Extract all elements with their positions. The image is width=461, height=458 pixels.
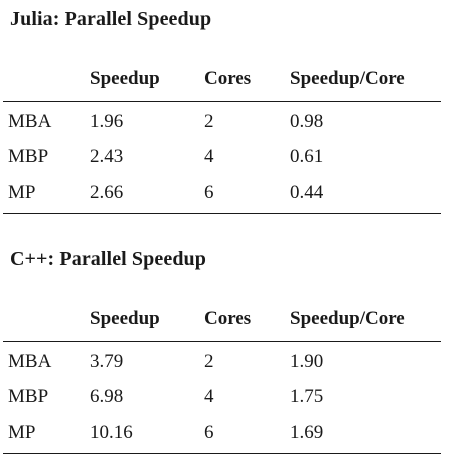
table-row [0, 351, 445, 381]
row-label: MBA [8, 111, 52, 132]
column-header-cores: Cores [204, 308, 252, 329]
column-headers [0, 308, 445, 334]
speedup-value: 2.66 [90, 182, 124, 203]
speedup-value: 1.96 [90, 111, 124, 132]
bottom-rule [3, 213, 441, 214]
speedup-value: 3.79 [90, 351, 124, 372]
column-header-cores: Cores [204, 68, 252, 89]
speedup-value: 6.98 [90, 386, 124, 407]
row-label: MP [8, 422, 36, 443]
table-title: C++: Parallel Speedup [10, 248, 207, 270]
speedup-per-core-value: 1.90 [290, 351, 324, 372]
speedup-per-core-value: 1.75 [290, 386, 324, 407]
header-rule [3, 101, 441, 102]
table-row [0, 146, 445, 176]
speedup-per-core-value: 0.98 [290, 111, 324, 132]
cores-value: 4 [204, 146, 214, 167]
row-label: MBP [8, 146, 49, 167]
row-label: MBA [8, 351, 52, 372]
row-label: MBP [8, 386, 49, 407]
column-headers [0, 68, 445, 94]
speedup-value: 2.43 [90, 146, 124, 167]
speedup-value: 10.16 [90, 422, 133, 443]
cores-value: 2 [204, 111, 214, 132]
table-title: Julia: Parallel Speedup [10, 8, 212, 30]
cores-value: 6 [204, 422, 214, 443]
column-header-speedup-per-core: Speedup/Core [290, 308, 405, 329]
speedup-per-core-value: 0.61 [290, 146, 324, 167]
cores-value: 6 [204, 182, 214, 203]
table-row [0, 386, 445, 416]
column-header-speedup-per-core: Speedup/Core [290, 68, 405, 89]
speedup-per-core-value: 0.44 [290, 182, 324, 203]
speedup-per-core-value: 1.69 [290, 422, 324, 443]
table-row [0, 422, 445, 452]
bottom-rule [3, 453, 441, 454]
row-label: MP [8, 182, 36, 203]
column-header-speedup: Speedup [90, 308, 160, 329]
column-header-speedup: Speedup [90, 68, 160, 89]
header-rule [3, 341, 441, 342]
cores-value: 2 [204, 351, 214, 372]
cores-value: 4 [204, 386, 214, 407]
table-row [0, 111, 445, 141]
table-row [0, 182, 445, 212]
